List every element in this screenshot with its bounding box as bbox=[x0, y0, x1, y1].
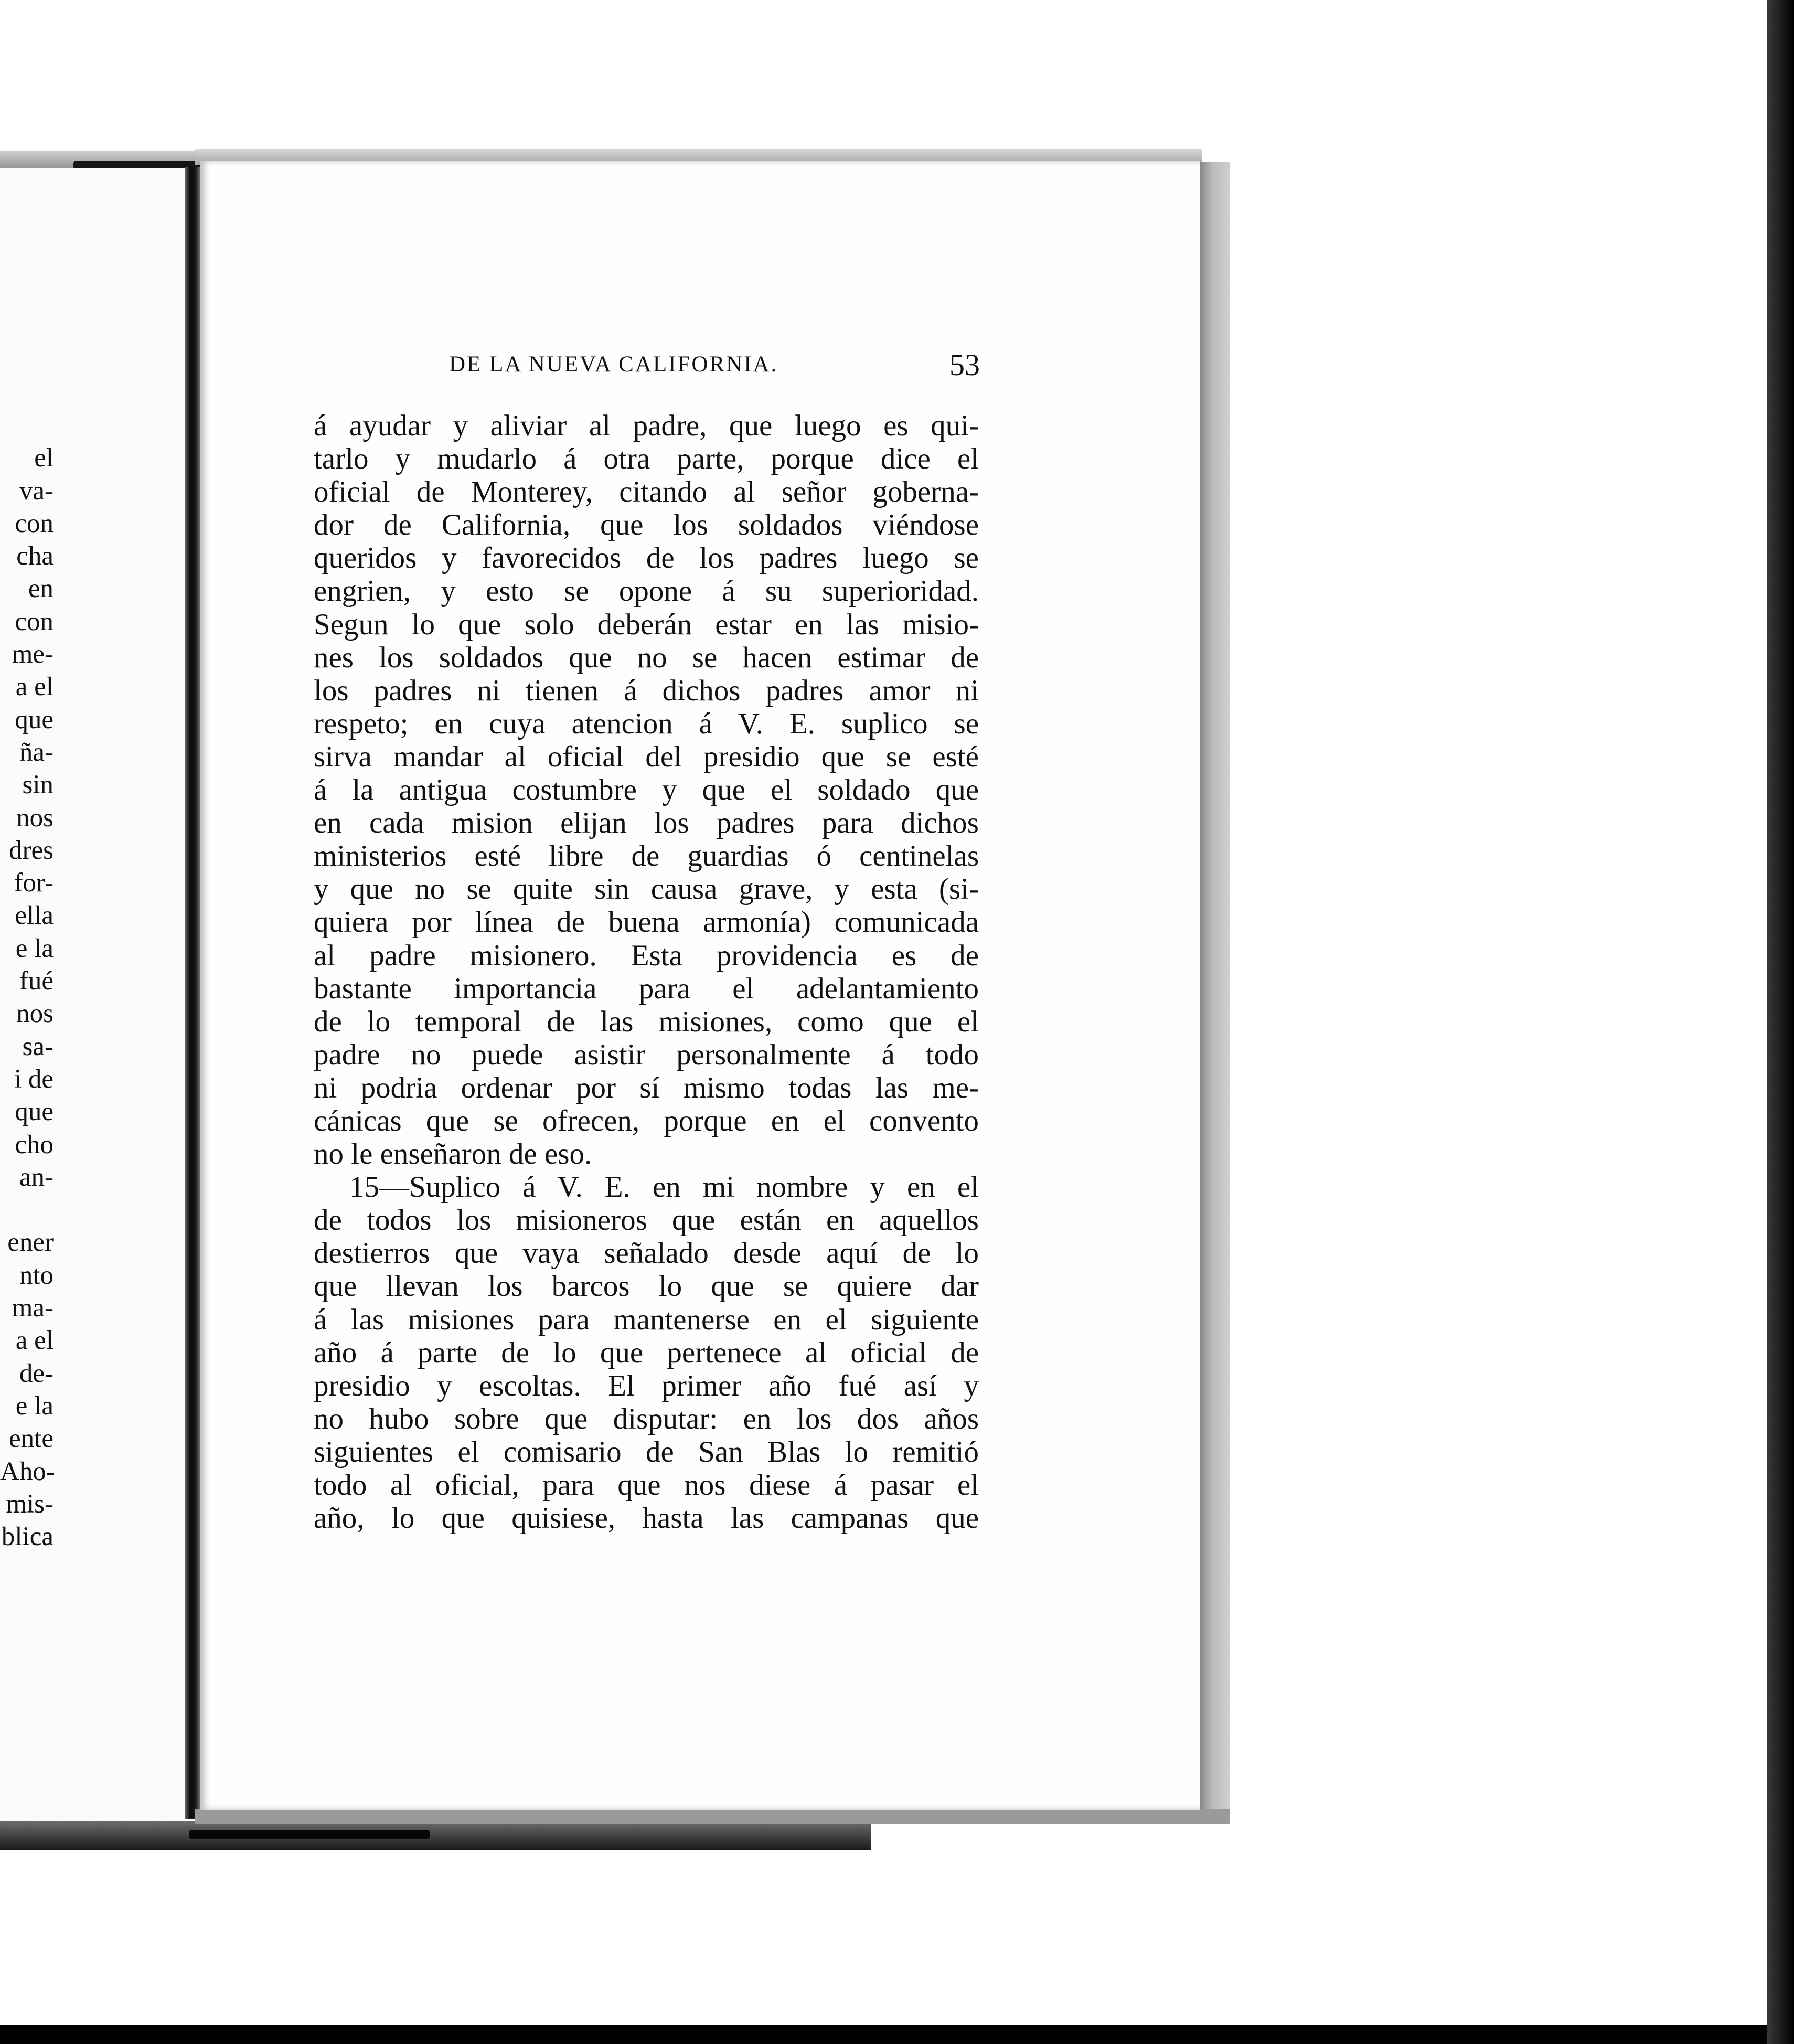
text-line: año, lo que quisiese, hasta las campanas que bbox=[314, 1502, 979, 1535]
text-line: quiera por línea de buena armonía) comunicada bbox=[314, 906, 979, 939]
text-line: cánicas que se ofrecen, porque en el convento bbox=[314, 1104, 979, 1137]
body-text bbox=[314, 409, 979, 1535]
text-line: padre no puede asistir personalmente á todo bbox=[314, 1038, 979, 1071]
text-line: á la antigua costumbre y que el soldado que bbox=[314, 773, 979, 807]
text-line: los padres ni tienen á dichos padres amor ni bbox=[314, 674, 979, 707]
left-fragment: cha bbox=[16, 541, 54, 571]
left-fragment: for- bbox=[14, 868, 54, 898]
text-line: bastante importancia para el adelantamiento bbox=[314, 972, 979, 1005]
left-fragment: nos bbox=[16, 999, 54, 1029]
running-title: DE LA NUEVA CALIFORNIA. bbox=[449, 352, 778, 377]
left-fragment: ener bbox=[7, 1228, 54, 1258]
left-fragment: dres bbox=[9, 835, 54, 865]
text-line: de todos los misioneros que están en aquellos bbox=[314, 1204, 979, 1237]
text-line: año á parte de lo que pertenece al oficial de bbox=[314, 1336, 979, 1369]
text-line: respeto; en cuya atencion á V. E. suplico se bbox=[314, 707, 979, 740]
left-page-text-fragments bbox=[0, 409, 54, 1553]
left-fragment: ña- bbox=[19, 737, 54, 767]
left-fragment: ma- bbox=[12, 1293, 54, 1323]
left-fragment: an- bbox=[19, 1162, 54, 1192]
text-line: Segun lo que solo deberán estar en las misio- bbox=[314, 608, 979, 641]
text-line: dor de California, que los soldados viéndose bbox=[314, 508, 979, 542]
text-line: todo al oficial, para que nos diese á pasar el bbox=[314, 1468, 979, 1502]
left-fragment: e la bbox=[15, 1391, 54, 1421]
text-line: al padre misionero. Esta providencia es de bbox=[314, 939, 979, 972]
left-fragment: i de bbox=[14, 1064, 54, 1094]
left-fragment: en bbox=[28, 574, 54, 604]
text-line: siguientes el comisario de San Blas lo remitió bbox=[314, 1435, 979, 1468]
running-head bbox=[449, 347, 980, 384]
text-line: á las misiones para mantenerse en el siguiente bbox=[314, 1303, 979, 1336]
text-line: á ayudar y aliviar al padre, que luego es qui- bbox=[314, 409, 979, 442]
text-line: ni podria ordenar por sí mismo todas las me- bbox=[314, 1071, 979, 1104]
text-line: destierros que vaya señalado desde aquí de lo bbox=[314, 1237, 979, 1270]
text-line: que llevan los barcos lo que se quiere dar bbox=[314, 1270, 979, 1303]
right-page-edge-shadow bbox=[1200, 162, 1230, 1824]
scan-edge-shadow bbox=[1767, 0, 1794, 2044]
text-line: de lo temporal de las misiones, como que el bbox=[314, 1005, 979, 1038]
text-line: tarlo y mudarlo á otra parte, porque dice el bbox=[314, 442, 979, 476]
left-fragment: con bbox=[15, 508, 54, 538]
left-fragment: a el bbox=[15, 1326, 54, 1356]
left-fragment: ente bbox=[9, 1424, 54, 1454]
text-line: ministerios esté libre de guardias ó centinelas bbox=[314, 839, 979, 873]
text-line: queridos y favorecidos de los padres luego se bbox=[314, 541, 979, 575]
page-number: 53 bbox=[949, 348, 980, 382]
left-fragment: que bbox=[15, 705, 54, 734]
left-fragment: de- bbox=[19, 1358, 54, 1388]
left-fragment: cho bbox=[15, 1130, 54, 1159]
book-bottom-edge bbox=[0, 1821, 871, 1850]
left-fragment: Aho- bbox=[0, 1456, 55, 1486]
text-line: sirva mandar al oficial del presidio que se esté bbox=[314, 740, 979, 773]
text-line: engrien, y esto se opone á su superioridad. bbox=[314, 574, 979, 608]
left-fragment: fué bbox=[19, 966, 54, 996]
left-fragment: el bbox=[34, 443, 54, 473]
text-line: presidio y escoltas. El primer año fué así y bbox=[314, 1369, 979, 1402]
left-fragment: sa- bbox=[22, 1031, 54, 1061]
left-fragment: e la bbox=[15, 933, 54, 963]
text-line: nes los soldados que no se hacen estimar de bbox=[314, 641, 979, 674]
book-gutter bbox=[185, 167, 200, 1819]
left-fragment: sin bbox=[22, 770, 54, 800]
text-line: 15—Suplico á V. E. en mi nombre y en el bbox=[349, 1170, 979, 1204]
left-fragment: va- bbox=[19, 476, 54, 506]
left-fragment: que bbox=[15, 1097, 54, 1127]
text-line: y que no se quite sin causa grave, y esta (si- bbox=[314, 872, 979, 906]
right-page-bottom-edge bbox=[195, 1809, 1230, 1824]
left-fragment: nos bbox=[16, 803, 54, 833]
text-line: no hubo sobre que disputar: en los dos años bbox=[314, 1402, 979, 1435]
text-line: no le enseñaron de eso. bbox=[314, 1137, 592, 1171]
text-line: en cada mision elijan los padres para dichos bbox=[314, 806, 979, 840]
binding-strap-bottom bbox=[189, 1830, 430, 1839]
text-line: oficial de Monterey, citando al señor goberna- bbox=[314, 475, 979, 509]
left-fragment: nto bbox=[19, 1260, 54, 1290]
left-fragment: blica bbox=[1, 1522, 54, 1552]
left-fragment: mis- bbox=[6, 1489, 54, 1519]
left-fragment: me- bbox=[12, 640, 54, 669]
left-fragment: con bbox=[15, 606, 54, 636]
left-fragment: ella bbox=[15, 901, 54, 931]
left-fragment: a el bbox=[15, 672, 54, 702]
